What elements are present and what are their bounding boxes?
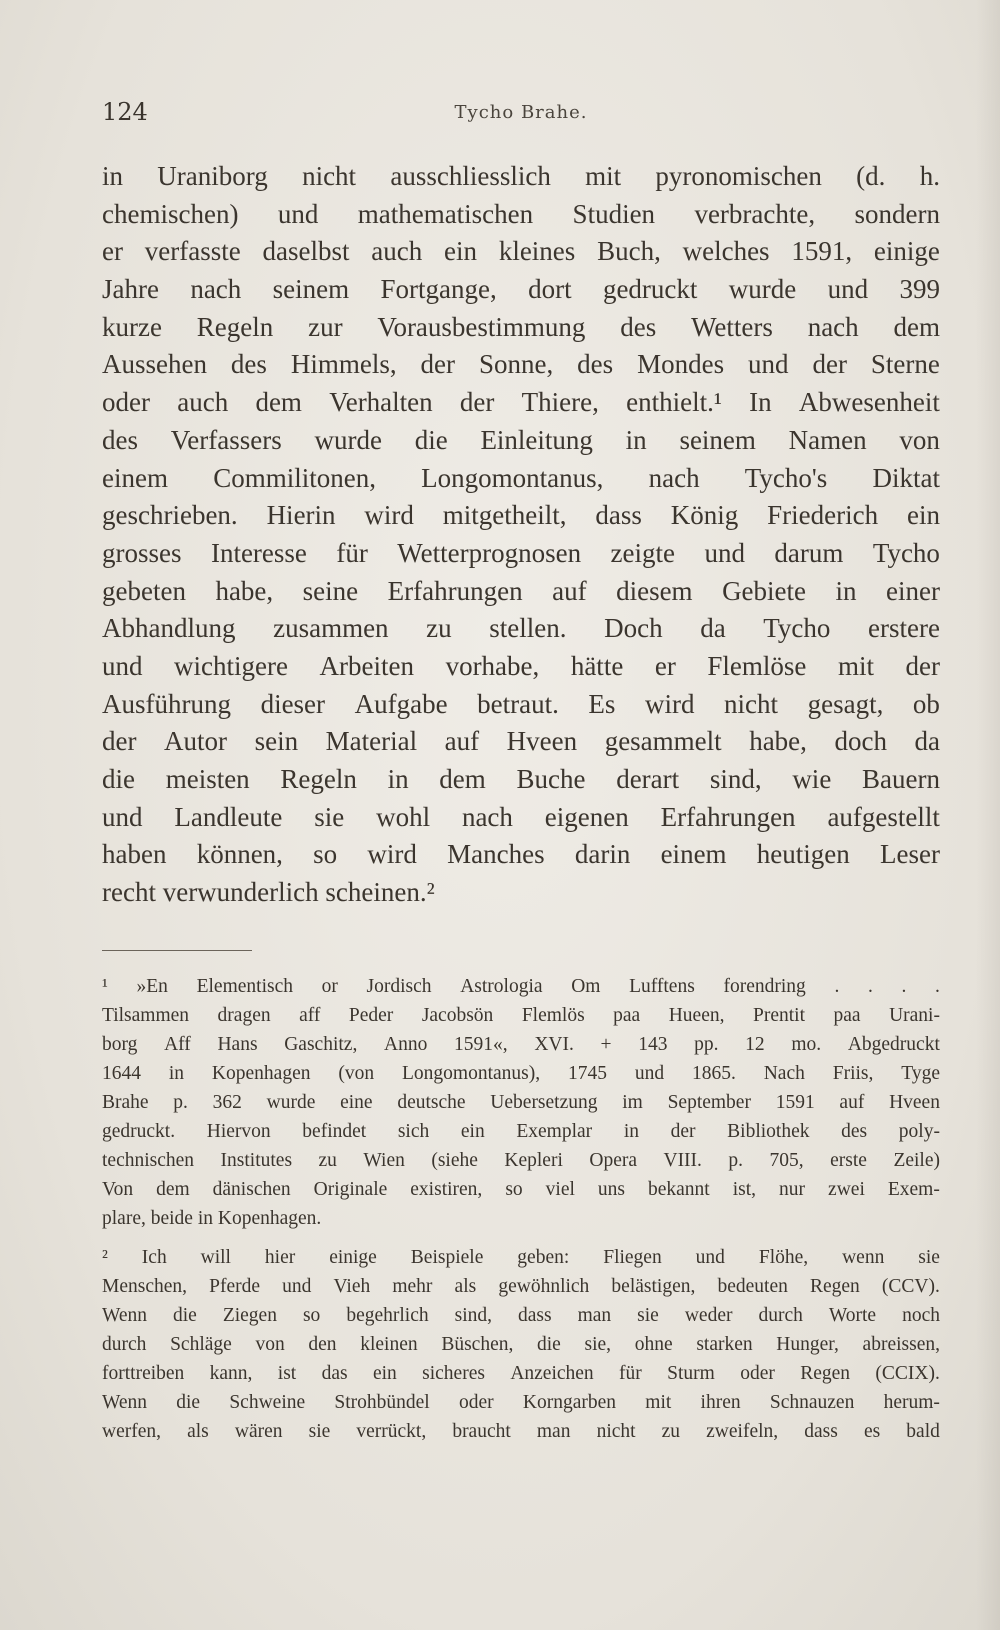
footnote-1-line: Brahe p. 362 wurde eine deutsche Uebersetzung im September 1591 auf Hveen	[102, 1092, 940, 1113]
text-line: Aussehen des Himmels, der Sonne, des Mondes und der Sterne	[102, 349, 940, 380]
footnote-rule	[102, 950, 252, 951]
footnote-2-line: Wenn die Ziegen so begehrlich sind, dass man sie weder durch Worte noch	[102, 1305, 940, 1326]
text-line: gebeten habe, seine Erfahrungen auf diesem Gebiete in einer	[102, 575, 940, 606]
text-line: die meisten Regeln in dem Buche derart sind, wie Bauern	[102, 764, 940, 794]
footnote-1-line: plare, beide in Kopenhagen.	[102, 1208, 322, 1229]
footnote-gap	[102, 1233, 940, 1243]
text-line: geschrieben. Hierin wird mitgetheilt, dass König Friederich ein	[102, 500, 940, 531]
text-line: oder auch dem Verhalten der Thiere, enthielt.¹ In Abwesenheit	[102, 387, 940, 418]
text-line: Ausführung dieser Aufgabe betraut. Es wird nicht gesagt, ob	[102, 688, 940, 719]
footnote-1-line: Von dem dänischen Originale existiren, so viel uns bekannt ist, nur zwei Exem-	[102, 1179, 940, 1200]
footnote-1-line: gedruckt. Hiervon befindet sich ein Exemplar in der Bibliothek des poly-	[102, 1121, 940, 1142]
text-line: und wichtigere Arbeiten vorhabe, hätte er Flemlöse mit der	[102, 650, 940, 681]
text-line: er verfasste daselbst auch ein kleines Buch, welches 1591, einige	[102, 236, 940, 267]
running-head: Tycho Brahe.	[454, 102, 588, 123]
text-line: grosses Interesse für Wetterprognosen zeigte und darum Tycho	[102, 537, 940, 568]
text-line: einem Commilitonen, Longomontanus, nach Tycho's Diktat	[102, 462, 940, 493]
text-line: und Landleute sie wohl nach eigenen Erfahrungen aufgestellt	[102, 801, 940, 832]
footnote-1-line: 1644 in Kopenhagen (von Longomontanus), 1745 und 1865. Nach Friis, Tyge	[102, 1063, 940, 1084]
footnote-1-line: Tilsammen dragen aff Peder Jacobsön Flemlös paa Hueen, Prentit paa Urani-	[102, 1005, 940, 1026]
footnote-1-line: technischen Institutes zu Wien (siehe Kepleri Opera VIII. p. 705, erste Zeile)	[102, 1150, 940, 1171]
main-text	[102, 158, 940, 912]
text-line: recht verwunderlich scheinen.²	[102, 877, 435, 908]
footnote-1-line: ¹ »En Elementisch or Jordisch Astrologia Om Lufftens forendring . . . .	[102, 976, 940, 997]
text-line: Abhandlung zusammen zu stellen. Doch da Tycho erstere	[102, 613, 940, 644]
footnote-2-line: Wenn die Schweine Strohbündel oder Korngarben mit ihren Schnauzen herum-	[102, 1392, 940, 1413]
footnote-2-line: ² Ich will hier einige Beispiele geben: Fliegen und Flöhe, wenn sie	[102, 1247, 940, 1268]
footnote-1-line: borg Aff Hans Gaschitz, Anno 1591«, XVI. + 143 pp. 12 mo. Abgedruckt	[102, 1034, 940, 1055]
footnote-2-line: durch Schläge von den kleinen Büschen, die sie, ohne starken Hunger, abreissen,	[102, 1334, 940, 1355]
text-line: Jahre nach seinem Fortgange, dort gedruckt wurde und 399	[102, 274, 940, 305]
text-line: des Verfassers wurde die Einleitung in seinem Namen von	[102, 424, 940, 455]
footnote-2-line: Menschen, Pferde und Vieh mehr als gewöhnlich belästigen, bedeuten Regen (CCV).	[102, 1276, 940, 1297]
footnote-2-line: forttreiben kann, ist das ein sicheres Anzeichen für Sturm oder Regen (CCIX).	[102, 1363, 940, 1384]
text-line: kurze Regeln zur Vorausbestimmung des Wetters nach dem	[102, 311, 940, 342]
text-line: in Uraniborg nicht ausschliesslich mit pyronomischen (d. h.	[102, 161, 940, 191]
text-line: chemischen) und mathematischen Studien verbrachte, sondern	[102, 198, 940, 229]
page-number: 124	[102, 98, 148, 126]
footnotes	[102, 972, 940, 1446]
page-header	[102, 98, 940, 134]
page-fold-shadow	[976, 0, 1000, 1630]
footnote-2-line: werfen, als wären sie verrückt, braucht man nicht zu zweifeln, dass es bald	[102, 1421, 940, 1442]
text-line: der Autor sein Material auf Hveen gesammelt habe, doch da	[102, 726, 940, 757]
text-line: haben können, so wird Manches darin einem heutigen Leser	[102, 839, 940, 870]
